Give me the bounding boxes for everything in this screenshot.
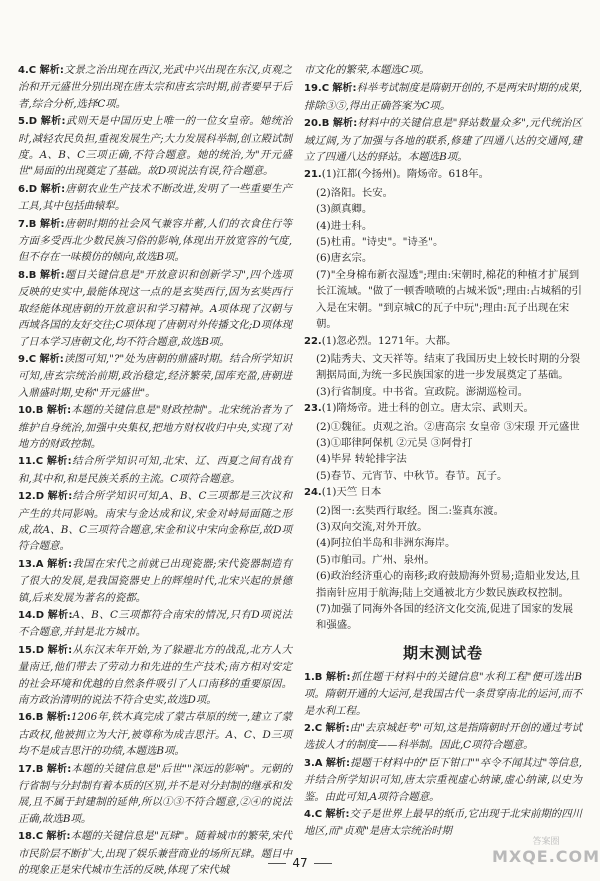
question-line: (4)阿拉伯半岛和非洲东海岸。	[316, 537, 456, 550]
answer-item	[304, 80, 582, 114]
question-line: (2)洛阳。长安。	[316, 186, 394, 199]
answer-label: 解析:	[46, 831, 71, 843]
question-line: (6)唐玄宗。	[316, 252, 373, 265]
answer-number: 17.B	[18, 763, 44, 775]
answer-label: 解析:	[39, 353, 64, 365]
answer-item	[18, 181, 292, 215]
answer-number: 18.C	[18, 831, 44, 843]
question-line: (4)毕昇 转轮排字法	[316, 453, 407, 466]
answer-item	[18, 709, 292, 759]
answer-text: 武则天是中国历史上唯一的一位女皇帝。她统治时,减轻农民负担,重视发展生产;大力发展科举制,创立殿试制度。A、B、C三项正确,不符合题意。她的统治,为"开元盛世"局面的出现奠定了基础。故D项说法有误,符合题意。	[18, 115, 293, 178]
answer-text: 市文化的繁荣,本题选C项。	[304, 64, 430, 76]
answer-item	[18, 642, 292, 709]
question-line: (6)政治经济重心的南移;政府鼓励海外贸易;造船业发达,且指南针应用于航海;陆上交通被北方少数民族政权控制。	[316, 570, 581, 599]
answer-label: 解析:	[47, 644, 73, 656]
answer-text: 题目关键信息是"开放意识和创新学习",四个选项反映的史实中,最能体现这一点的是玄奘西行,因为玄奘西行取经能体现唐朝的开放意识和学习精神。A项体现了汉朝与西域各国的友好交往;C项体现了唐朝对外传播文化;D项体现了日本学习唐朝文化,均不符合题意,故选B项。	[18, 268, 292, 348]
question-q24	[304, 484, 582, 634]
answer-label: 解析:	[325, 809, 350, 821]
left-column	[18, 62, 292, 880]
answer-number: 9.C	[18, 353, 37, 365]
answer-item	[18, 828, 292, 878]
answer-number: 7.B	[18, 218, 37, 230]
answer-item	[304, 755, 582, 805]
answer-text: 本题的关键信息是"后世""深远的影响"。元朝的行省制与分封制有着本质的区别,并不是对分封制的继承和发展,且不属于封建制的延伸,所以①③不符合题意,②④的说法正确,故选B项。	[18, 762, 292, 825]
answer-item	[18, 351, 292, 401]
answer-text: 文景之治出现在西汉,光武中兴出现在东汉,贞观之治和开元盛世分别出现在唐太宗和唐玄宗时期,前者要早于后者,综合分析,选择C项。	[18, 64, 292, 110]
section-title: 期末测试卷	[402, 643, 483, 662]
page-number: 47	[0, 856, 600, 870]
answer-label: 解析:	[46, 712, 71, 724]
answer-label: 解析:	[325, 757, 351, 769]
answer-label: 解析:	[332, 118, 358, 130]
answer-number: 6.D	[18, 183, 38, 195]
answer-text: A、B、C三项都符合南宋的情况,只有D项说法不合题意,并封是北方城市。	[18, 609, 292, 639]
answer-item	[18, 761, 292, 828]
question-first-line	[304, 400, 582, 417]
answer-label: 解析:	[332, 83, 357, 95]
question-line: (3)①耶律阿保机 ②元昊 ③阿骨打	[316, 436, 473, 449]
question-first-line	[304, 166, 582, 183]
answer-text: 1206年,铁木真完成了蒙古草原的统一,建立了蒙古政权,他被拥立为大汗,被尊称为成吉思汗。A、C、D三项均不是成吉思汗的功绩,本题选B项。	[18, 711, 292, 758]
watermark-logo	[491, 826, 600, 874]
answer-label: 解析:	[40, 183, 66, 195]
answer-item	[18, 267, 292, 350]
question-q21	[304, 166, 582, 332]
question-number: 24.	[304, 487, 322, 499]
answer-label: 解析:	[325, 723, 350, 735]
question-line: (2)陆秀夫、文天祥等。结束了我国历史上较长时期的分裂割据局面,为统一多民族国家的进一步发展奠定了基础。	[316, 352, 581, 382]
answer-item	[18, 113, 292, 180]
answer-text: 读图可知,"?"处为唐朝的鼎盛时期。结合所学知识可知,唐玄宗统治前期,政治稳定,经济繁荣,国库充盈,唐朝进入鼎盛时期,史称"开元盛世"。	[18, 352, 292, 399]
answer-item	[304, 669, 582, 719]
answer-number: 20.B	[304, 118, 330, 130]
answer-item	[18, 488, 292, 555]
question-q23	[304, 400, 582, 484]
question-line: (2)①魏征。贞观之治。②唐高宗 女皇帝 ③宋璟 开元盛世	[316, 420, 580, 433]
answer-item	[18, 607, 292, 641]
question-line: (5)市舶司。广州、泉州。	[316, 553, 435, 566]
right-column	[304, 62, 582, 841]
question-line: (2)图一:玄奘西行取经。图二:鉴真东渡。	[316, 504, 504, 517]
answer-label: 解析:	[40, 116, 66, 128]
answer-number: 14.D	[18, 610, 45, 621]
answer-number: 3.A	[304, 757, 323, 769]
answer-text: 本题的关键信息是"财政控制"。北宋统治者为了维护自身统治,加强中央集权,把地方财权收归中央,实现了对地方的财政控制。	[18, 404, 293, 450]
answer-number: 1.B	[304, 671, 323, 683]
answer-text: 材料中的关键信息是"驿站数量众多",元代统治区域辽阔,为了加强与各地的联系,修建了四通八达的交通网,建立了四通八达的驿站。本题选B项。	[304, 117, 583, 164]
question-first-line	[304, 484, 582, 501]
question-first-line	[304, 333, 582, 350]
question-line: (3)双向交流,对外开放。	[316, 520, 428, 533]
answer-number: 19.C	[304, 83, 330, 95]
answer-label: 解析:	[47, 610, 73, 621]
question-line: (1)天竺 日本	[321, 486, 382, 499]
answer-number: 12.D	[18, 491, 45, 503]
answer-label: 解析:	[47, 491, 73, 503]
watermark-text: 答案圈	[532, 837, 560, 847]
answer-item	[18, 556, 292, 606]
question-line: (1)隋炀帝。进士科的创立。唐太宗、武则天。	[321, 402, 534, 415]
answer-label: 解析:	[39, 65, 64, 76]
answer-item	[304, 720, 582, 754]
answer-text: 本题的关键信息是"瓦肆"。随着城市的繁荣,宋代市民阶层不断扩大,出现了娱乐兼营商业的场所瓦肆。题目中的现象正是宋代城市生活的反映,体现了宋代城	[18, 830, 292, 877]
answer-text: 提题干材料中的"臣下钳口""卒令不闻其过"等信息,并结合所学知识可知,唐太宗重视虚心纳谏,虚心纳谏,以史为鉴。由此可知,A项符合题意。	[304, 756, 583, 803]
question-q22	[304, 333, 582, 401]
question-number: 23.	[304, 403, 322, 415]
question-line: (1)忽必烈。1271年。大都。	[321, 334, 457, 347]
answer-number: 5.D	[18, 116, 38, 128]
answer-text: 唐朝农业生产技术不断改进,发明了一些重要生产工具,其中包括曲辕犁。	[18, 182, 293, 213]
answer-text: 结合所学知识可知,北宋、辽、西夏之间有战有和,其中和,和是民族关系的主流。C项符合题意。	[18, 455, 292, 485]
answer-label: 解析:	[46, 405, 72, 417]
question-line: (7)"全身棉布新衣湿透";理由:宋朝时,棉花的种植才扩展到长江流域。"做了一顿香喷喷的占城米饭";理由:占城稻的引入是在宋朝。"到京城C的瓦子中玩";理由:瓦子出现在宋朝。	[316, 268, 582, 331]
question-number: 22.	[304, 335, 322, 347]
answer-item	[18, 62, 292, 112]
answer-item	[18, 453, 292, 487]
question-line: (7)加强了同海外各国的经济文化交流,促进了国家的发展和强盛。	[316, 603, 574, 632]
answer-text: 从东汉末年开始,为了躲避北方的战乱,北方人大量南迁,他们带去了劳动力和先进的生产技术;南方相对安定的社会环境和优越的自然条件吸引了人口南移的重要原因。南方政治清明的说法不符合史实,故选D项。	[18, 643, 292, 707]
answer-text: 科举考试制度是隋朝开创的,不是两宋时期的成果,排除③⑤,得出正确答案为C项。	[304, 82, 582, 112]
answer-number: 8.B	[18, 269, 37, 281]
watermark-domain: MXQE.COM	[491, 847, 600, 866]
answer-number: 2.C	[304, 723, 323, 735]
question-line: (4)进士科。	[316, 219, 373, 232]
answer-item	[304, 115, 582, 165]
answer-item	[304, 62, 582, 79]
question-number: 21.	[304, 169, 322, 181]
question-line: (1)江都(今扬州)。隋炀帝。618年。	[321, 168, 490, 181]
answer-label: 解析:	[40, 269, 65, 281]
answer-label: 解析:	[46, 763, 72, 775]
answer-number: 11.C	[18, 456, 44, 468]
question-line: (3)行省制度。中书省。宣政院。澎湖巡检司。	[316, 385, 529, 398]
question-line: (5)春节、元宵节、中秋节。春节。瓦子。	[316, 469, 508, 482]
answer-text: 抓住题干材料中的关键信息"水利工程"便可选出B项。隋朝开通的大运河,是我国古代一条贯穿南北的运河,而不是水利工程。	[304, 670, 582, 717]
answer-text: 唐朝时期的社会风气兼容并蓄,人们的衣食住行等方面多受西北少数民族习俗的影响,体现出开放宽容的气度,但不存在一味模仿的倾向,故选B项。	[18, 217, 292, 264]
answer-number: 4.C	[304, 809, 323, 821]
answer-label: 解析:	[47, 558, 73, 570]
answer-number: 10.B	[18, 405, 44, 417]
answer-text: 我国在宋代之前就已出现瓷器;宋代瓷器制造有了很大的发展,是我国瓷器史上的辉煌时代,北宋兴起的景德镇,后来发展为著名的瓷都。	[18, 557, 292, 604]
answer-item	[18, 216, 292, 266]
answer-label: 解析:	[46, 456, 72, 468]
answer-label: 解析:	[325, 671, 351, 683]
question-line: (3)颜真卿。	[316, 203, 373, 216]
answer-number: 13.A	[18, 558, 44, 570]
answer-number: 15.D	[18, 644, 45, 656]
answer-number: 4.C	[18, 65, 37, 76]
answer-label: 解析:	[39, 218, 65, 230]
question-line: (5)杜甫。"诗史"。"诗圣"。	[316, 236, 444, 249]
answer-text: 结合所学知识可知,A、B、C三项都是三次议和产生的共同影响。南宋与金达成和议,宋金对峙局面随之形成,故A、B、C三项符合题意,宋金和议中宋向金称臣,故D项符合题意。	[18, 490, 292, 553]
answer-item	[18, 402, 292, 452]
answer-text: 交子是世界上最早的纸币,它出现于北宋前期的四川地区,而"贞观"是唐太宗统治时期	[304, 808, 583, 838]
answer-text: 由"去京城赶考"可知,这是指隋朝时开创的通过考试选拔人才的制度——科举制。因此,C项符合题意。	[304, 722, 583, 752]
answer-number: 16.B	[18, 712, 44, 724]
